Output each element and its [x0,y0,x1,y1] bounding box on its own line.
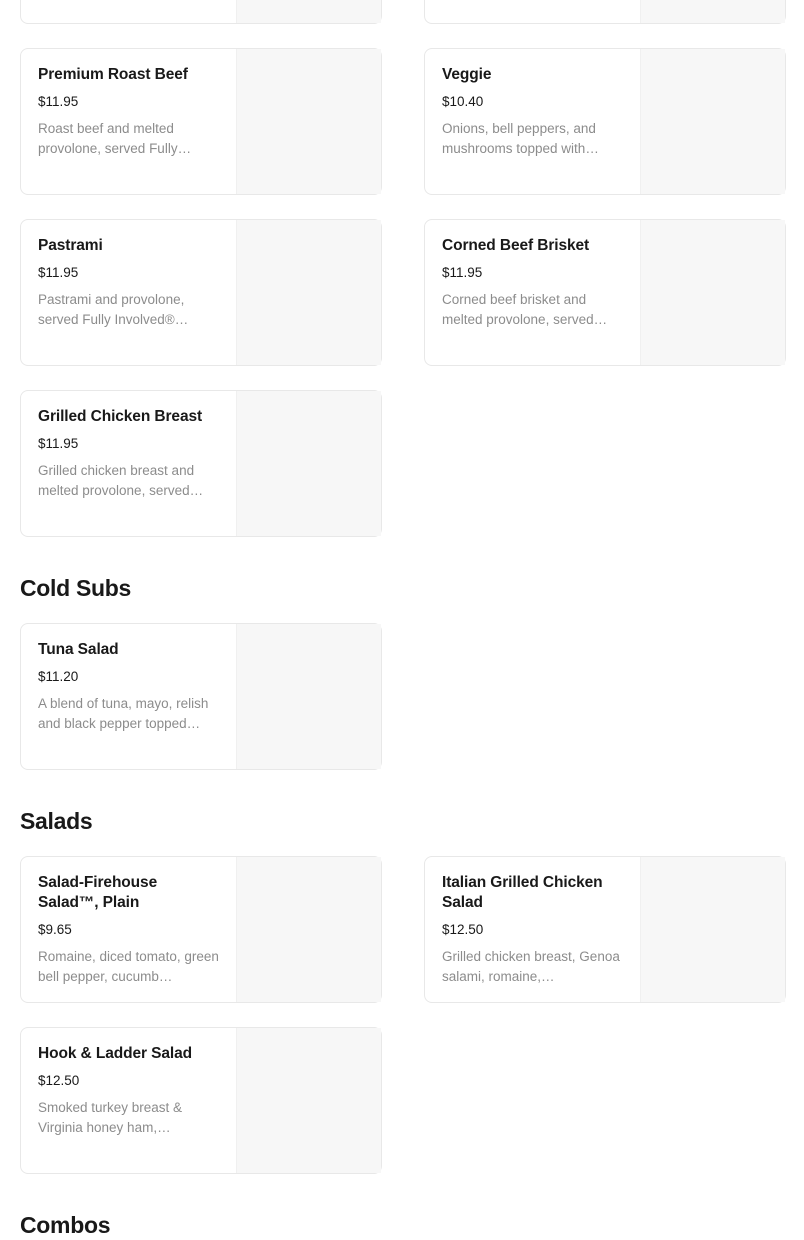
section-heading-wrap-combos [20,1174,784,1238]
menu-item-card[interactable] [424,0,786,24]
menu-item-name: Italian Grilled Chicken Salad [442,874,603,911]
menu-item-body [425,220,640,330]
menu-item-name: Pastrami [38,237,103,254]
menu-item-card-tuna-salad[interactable] [20,623,382,770]
menu-item-description: A blend of tuna, mayo, relish and black pepper topped… [38,696,209,731]
menu-item-image [640,0,785,23]
menu-item-body [425,49,640,159]
menu-item-body [425,857,640,987]
menu-item-description: Onions, bell peppers, and mushrooms topped with… [442,121,599,156]
menu-item-card-premium-roast-beef[interactable] [20,48,382,195]
menu-item-card-veggie[interactable] [424,48,786,195]
menu-item-image [236,857,381,1002]
menu-item-price: $11.20 [38,669,79,684]
menu-item-body [21,1028,236,1138]
menu-item-card-corned-beef-brisket[interactable] [424,219,786,366]
partial-card-row [20,0,784,24]
card-grid-partial [20,0,784,24]
menu-section-salads [20,770,784,1174]
menu-item-price: $11.95 [38,436,79,451]
menu-item-description: Smoked turkey breast & Virginia honey ham,… [38,1100,183,1135]
section-heading: Cold Subs [20,575,132,601]
menu-item-price: $11.95 [38,265,79,280]
menu-item-card-italian-grilled-chicken-salad[interactable] [424,856,786,1003]
menu-item-image [236,1028,381,1173]
menu-item-image [236,49,381,194]
menu-item-body [21,220,236,330]
menu-item-image [640,49,785,194]
menu-section [20,48,784,537]
menu-item-body [21,857,236,987]
section-heading-wrap [20,537,784,623]
section-heading: Combos [20,1212,111,1238]
menu-item-name: Grilled Chicken Breast [38,408,203,425]
menu-item-description: Grilled chicken breast and melted provolone, served… [38,463,204,498]
section-heading: Salads [20,808,93,834]
menu-item-image [640,220,785,365]
section-heading-wrap [20,770,784,856]
menu-item-body [21,624,236,734]
menu-item-name: Premium Roast Beef [38,66,188,83]
menu-item-description: Romaine, diced tomato, green bell pepper, cucumb… [38,949,219,984]
menu-item-name: Corned Beef Brisket [442,237,590,254]
menu-item-image [236,624,381,769]
menu-item-price: $9.65 [38,922,72,937]
menu-item-image [640,857,785,1002]
menu-item-card[interactable] [20,0,382,24]
menu-item-price: $12.50 [442,922,484,937]
menu-content [20,0,784,1238]
menu-section-cold-subs [20,537,784,770]
card-grid [20,623,784,770]
menu-item-price: $11.95 [38,94,79,109]
menu-item-name: Tuna Salad [38,641,119,658]
menu-item-name: Veggie [442,66,492,83]
card-grid [20,48,784,537]
menu-item-image [236,220,381,365]
menu-item-body [21,49,236,159]
menu-item-price: $10.40 [442,94,484,109]
menu-item-body [21,391,236,501]
menu-item-card-hook-and-ladder-salad[interactable] [20,1027,382,1174]
menu-item-card-grilled-chicken-breast[interactable] [20,390,382,537]
menu-item-description: Corned beef brisket and melted provolone, served… [442,292,608,327]
card-grid [20,856,784,1174]
menu-item-name: Salad-Firehouse Salad™, Plain [38,874,158,911]
menu-item-price: $11.95 [442,265,483,280]
menu-item-price: $12.50 [38,1073,80,1088]
menu-item-description: Grilled chicken breast, Genoa salami, romaine,… [442,949,620,984]
menu-item-description: Roast beef and melted provolone, served Fully… [38,121,192,156]
menu-item-image [236,391,381,536]
menu-item-card-pastrami[interactable] [20,219,382,366]
menu-item-description: Pastrami and provolone, served Fully Involved®… [38,292,189,327]
menu-item-image [236,0,381,23]
menu-item-card-firehouse-salad-plain[interactable] [20,856,382,1003]
menu-item-name: Hook & Ladder Salad [38,1045,192,1062]
